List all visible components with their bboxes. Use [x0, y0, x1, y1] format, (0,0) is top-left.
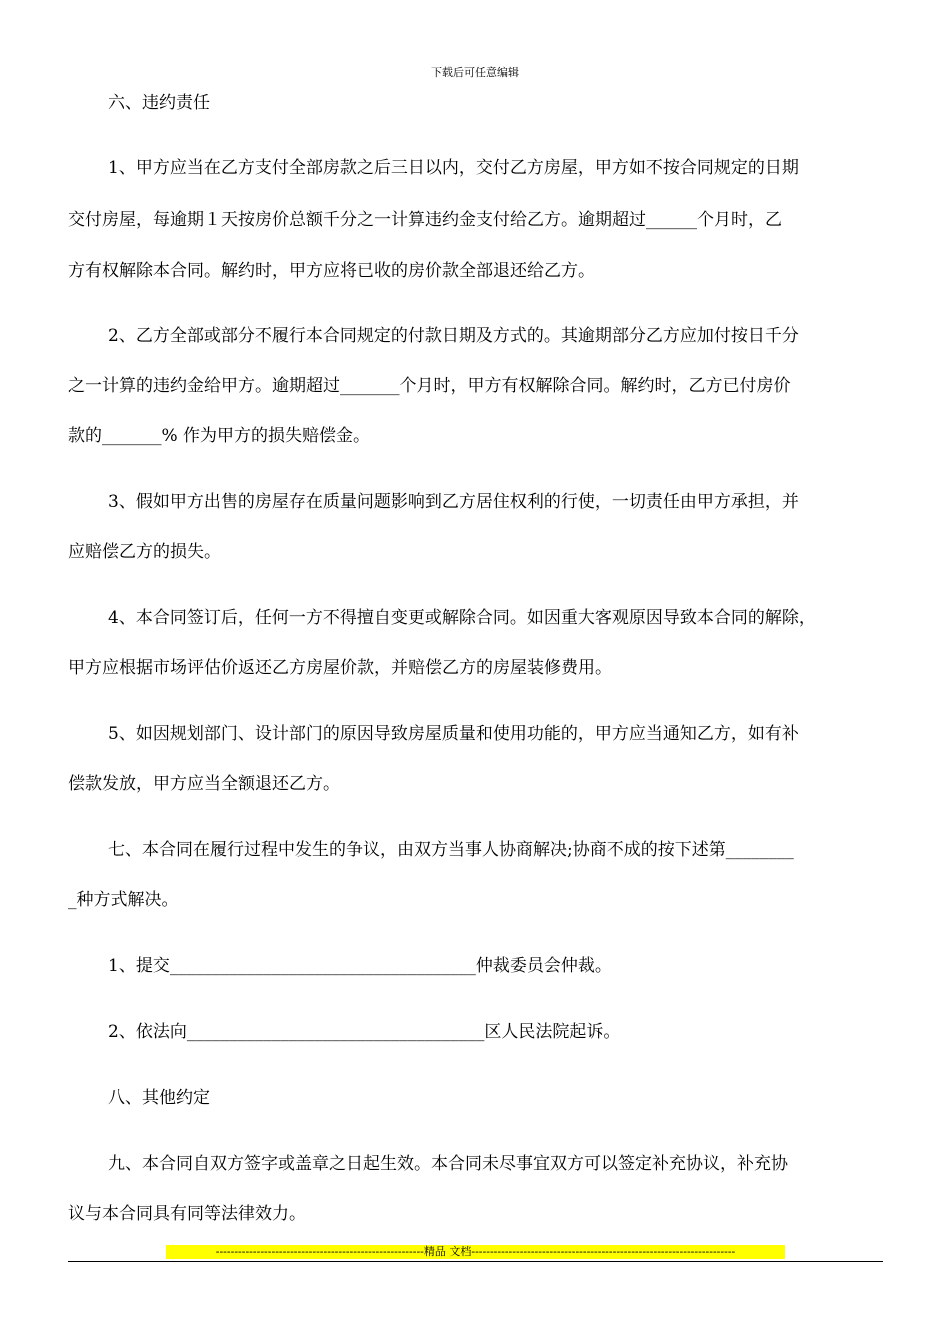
section-6-title: 六、违约责任	[108, 93, 210, 113]
clause-6-3-line-2: 应赔偿乙方的损失。	[68, 542, 221, 562]
footer-banner: --------------------------------------------------------精品 文档-----------------------------------------------------------------------	[166, 1245, 785, 1259]
section-8-title: 八、其他约定	[108, 1088, 210, 1108]
footer-divider	[68, 1261, 883, 1262]
clause-6-1-line-2: 交付房屋，每逾期１天按房价总额千分之一计算违约金支付给乙方。逾期超过______个月时，乙	[68, 210, 782, 230]
section-7-option-1: 1、提交____________________________________仲裁委员会仲裁。	[108, 956, 612, 976]
section-7-line-2: _种方式解决。	[68, 890, 179, 910]
clause-6-5-line-2: 偿款发放，甲方应当全额退还乙方。	[68, 774, 340, 794]
clause-6-2-line-3: 款的_______% 作为甲方的损失赔偿金。	[68, 426, 371, 446]
section-9-line-2: 议与本合同具有同等法律效力。	[68, 1204, 306, 1224]
clause-6-4-line-1: 4、本合同签订后，任何一方不得擅自变更或解除合同。如因重大客观原因导致本合同的解除，	[108, 608, 816, 628]
section-7-option-2: 2、依法向___________________________________区人民法院起诉。	[108, 1022, 621, 1042]
section-7-line-1: 七、本合同在履行过程中发生的争议，由双方当事人协商解决;协商不成的按下述第________	[108, 840, 794, 860]
page-header: 下载后可任意编辑	[431, 66, 519, 79]
clause-6-2-line-1: 2、乙方全部或部分不履行本合同规定的付款日期及方式的。其逾期部分乙方应加付按日千分	[108, 326, 799, 346]
clause-6-3-line-1: 3、假如甲方出售的房屋存在质量问题影响到乙方居住权利的行使，一切责任由甲方承担，并	[108, 492, 799, 512]
clause-6-1-line-1: 1、甲方应当在乙方支付全部房款之后三日以内，交付乙方房屋，甲方如不按合同规定的日期	[108, 158, 799, 178]
clause-6-4-line-2: 甲方应根据市场评估价返还乙方房屋价款，并赔偿乙方的房屋装修费用。	[68, 658, 612, 678]
clause-6-1-line-3: 方有权解除本合同。解约时，甲方应将已收的房价款全部退还给乙方。	[68, 261, 595, 281]
clause-6-5-line-1: 5、如因规划部门、设计部门的原因导致房屋质量和使用功能的，甲方应当通知乙方，如有补	[108, 724, 799, 744]
section-9-line-1: 九、本合同自双方签字或盖章之日起生效。本合同未尽事宜双方可以签定补充协议，补充协	[108, 1154, 788, 1174]
clause-6-2-line-2: 之一计算的违约金给甲方。逾期超过_______个月时，甲方有权解除合同。解约时，乙方已付房价	[68, 376, 791, 396]
